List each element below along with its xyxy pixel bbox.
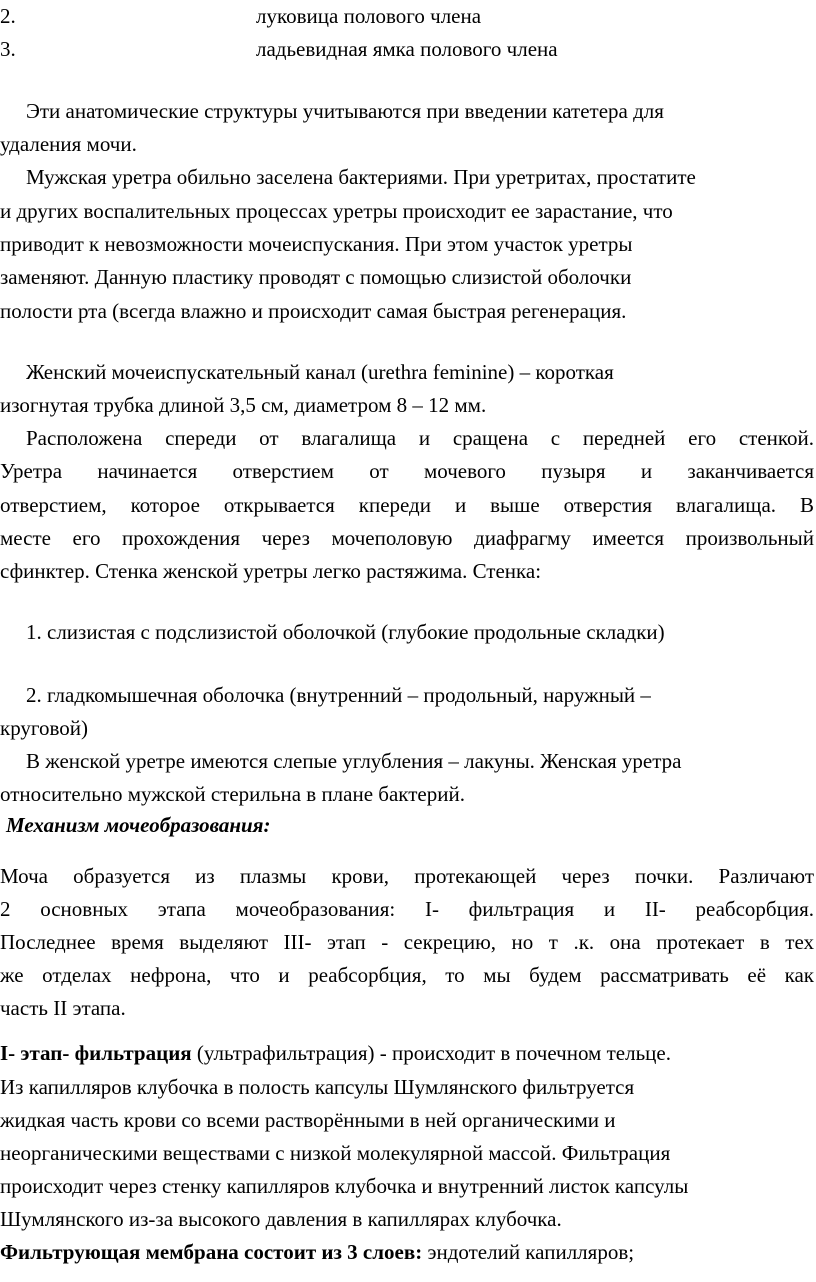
paragraph-text: эндотелий капилляров; [422, 1240, 635, 1264]
list-number: 2. [0, 4, 16, 28]
paragraph-line: неорганическими веществами с низкой молекулярной массой. Фильтрация [0, 1141, 671, 1165]
paragraph-line: изогнутая трубка длиной 3,5 см, диаметром 8 – 12 мм. [0, 393, 487, 417]
paragraph-line: месте его прохождения через мочеполовую диафрагму имеется произвольный [0, 526, 814, 550]
paragraph-line: удаления мочи. [0, 132, 137, 156]
paragraph-line: Из капилляров клубочка в полость капсулы Шумлянского фильтруется [0, 1075, 635, 1099]
list-number: 3. [0, 37, 16, 61]
paragraph-line: Расположена спереди от влагалища и сращена с передней его стенкой. [26, 426, 814, 450]
paragraph-line: отверстием, которое открывается кпереди и выше отверстия влагалища. В [0, 493, 814, 517]
paragraph-line: относительно мужской стерильна в плане бактерий. [0, 782, 465, 806]
paragraph-line: же отделах нефрона, что и реабсорбция, то мы будем рассматривать её как [0, 963, 814, 987]
paragraph-line: Моча образуется из плазмы крови, протекающей через почки. Различают [0, 864, 814, 888]
section-heading: Механизм мочеобразования: [6, 813, 271, 837]
paragraph-line [0, 1038, 816, 1068]
paragraph-line: сфинктер. Стенка женской уретры легко растяжима. Стенка: [0, 559, 542, 583]
paragraph-line: Эти анатомические структуры учитываются при введении катетера для [26, 99, 664, 123]
paragraph-line: Шумлянского из-за высокого давления в капиллярах клубочка. [0, 1207, 562, 1231]
term-bold: I- этап- фильтрация [0, 1041, 192, 1065]
list-text: ладьевидная ямка полового члена [256, 37, 558, 61]
paragraph-line: В женской уретре имеются слепые углубления – лакуны. Женская уретра [26, 749, 682, 773]
paragraph-line: полости рта (всегда влажно и происходит самая быстрая регенерация. [0, 299, 627, 323]
paragraph-line: приводит к невозможности мочеиспускания. При этом участок уретры [0, 232, 633, 256]
paragraph-line: Мужская уретра обильно заселена бактериями. При уретритах, простатите [26, 165, 696, 189]
list-text: луковица полового члена [256, 4, 482, 28]
list-item: 1. слизистая с подслизистой оболочкой (глубокие продольные складки) [26, 620, 665, 644]
paragraph-text: (ультрафильтрация) - происходит в почечном тельце. [191, 1041, 671, 1065]
paragraph-line: Уретра начинается отверстием от мочевого пузыря и заканчивается [0, 459, 814, 483]
term-bold: Фильтрующая мембрана состоит из 3 слоев: [0, 1240, 423, 1264]
list-item-continuation: круговой) [0, 716, 89, 740]
paragraph-line: и других воспалительных процессах уретры происходит ее зарастание, что [0, 199, 673, 223]
paragraph-line [0, 1237, 816, 1267]
paragraph-line: часть II этапа. [0, 996, 126, 1020]
paragraph-line: происходит через стенку капилляров клубочка и внутренний листок капсулы [0, 1174, 689, 1198]
paragraph-line: Последнее время выделяют III- этап - секрецию, но т .к. она протекает в тех [0, 930, 814, 954]
paragraph-line: 2 основных этапа мочеобразования: I- фильтрация и II- реабсорбция. [0, 897, 814, 921]
paragraph-line: жидкая часть крови со всеми растворёнными в ней органическими и [0, 1108, 616, 1132]
paragraph-line: Женский мочеиспускательный канал (urethra feminine) – короткая [26, 360, 614, 384]
list-item: 2. гладкомышечная оболочка (внутренний – продольный, наружный – [26, 683, 651, 707]
paragraph-line: заменяют. Данную пластику проводят с помощью слизистой оболочки [0, 265, 632, 289]
